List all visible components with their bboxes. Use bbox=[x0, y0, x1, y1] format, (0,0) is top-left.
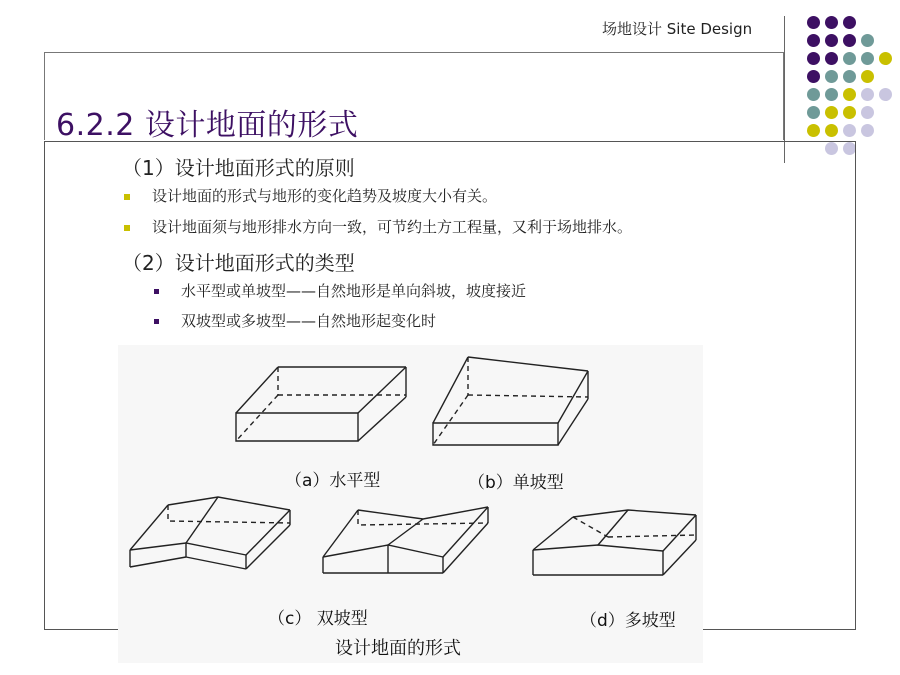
dot bbox=[861, 70, 874, 83]
bullet-icon bbox=[124, 225, 130, 231]
dot bbox=[843, 52, 856, 65]
figure-d-label: （d）多坡型 bbox=[580, 611, 676, 631]
dot bbox=[807, 106, 820, 119]
dot bbox=[825, 70, 838, 83]
dot bbox=[825, 106, 838, 119]
dot bbox=[879, 52, 892, 65]
slide-title: 6.2.2 设计地面的形式 bbox=[56, 108, 359, 143]
figure-c-double-slope-right bbox=[323, 507, 488, 573]
dot bbox=[825, 34, 838, 47]
figure-a-label: （a）水平型 bbox=[285, 471, 381, 491]
dot bbox=[861, 106, 874, 119]
dot bbox=[843, 34, 856, 47]
bullet-icon bbox=[154, 289, 159, 294]
bullet-icon bbox=[154, 319, 159, 324]
section-1-heading: （1）设计地面形式的原则 bbox=[122, 156, 355, 180]
dot bbox=[807, 124, 820, 137]
decorative-dots bbox=[797, 10, 887, 150]
section-1-bullet bbox=[124, 185, 497, 206]
dot bbox=[861, 88, 874, 101]
dot bbox=[861, 124, 874, 137]
dot bbox=[825, 52, 838, 65]
dot bbox=[807, 70, 820, 83]
dot bbox=[825, 124, 838, 137]
dot bbox=[843, 16, 856, 29]
dot bbox=[861, 52, 874, 65]
dot bbox=[843, 88, 856, 101]
section-2-heading: （2）设计地面形式的类型 bbox=[122, 251, 355, 275]
section-2-bullet bbox=[154, 310, 436, 331]
figure-c-double-slope-left bbox=[130, 497, 290, 569]
figure-c-label: （c） 双坡型 bbox=[268, 609, 368, 629]
dot bbox=[843, 124, 856, 137]
bullet-text: 水平型或单坡型——自然地形是单向斜坡，坡度接近 bbox=[181, 282, 527, 300]
dot bbox=[807, 52, 820, 65]
bullet-text: 设计地面须与地形排水方向一致，可节约土方工程量，又利于场地排水。 bbox=[152, 218, 633, 236]
figure-b-slope-box bbox=[433, 357, 588, 445]
dot bbox=[825, 88, 838, 101]
bullet-icon bbox=[124, 194, 130, 200]
header-text: 场地设计 Site Design bbox=[602, 20, 753, 38]
dot bbox=[807, 16, 820, 29]
figure-caption: 设计地面的形式 bbox=[335, 638, 461, 659]
dot bbox=[807, 88, 820, 101]
figure-d-multi-slope bbox=[533, 510, 696, 575]
dot bbox=[861, 34, 874, 47]
dot bbox=[807, 34, 820, 47]
section-1-bullet bbox=[124, 216, 632, 237]
figure-b-label: （b）单坡型 bbox=[468, 473, 564, 493]
figure-a-flat-box bbox=[236, 367, 406, 441]
dot bbox=[843, 70, 856, 83]
dot bbox=[879, 88, 892, 101]
bullet-text: 双坡型或多坡型——自然地形起变化时 bbox=[181, 312, 437, 330]
section-2-bullet bbox=[154, 280, 526, 301]
dot bbox=[825, 16, 838, 29]
bullet-text: 设计地面的形式与地形的变化趋势及坡度大小有关。 bbox=[152, 187, 498, 205]
dot bbox=[843, 106, 856, 119]
